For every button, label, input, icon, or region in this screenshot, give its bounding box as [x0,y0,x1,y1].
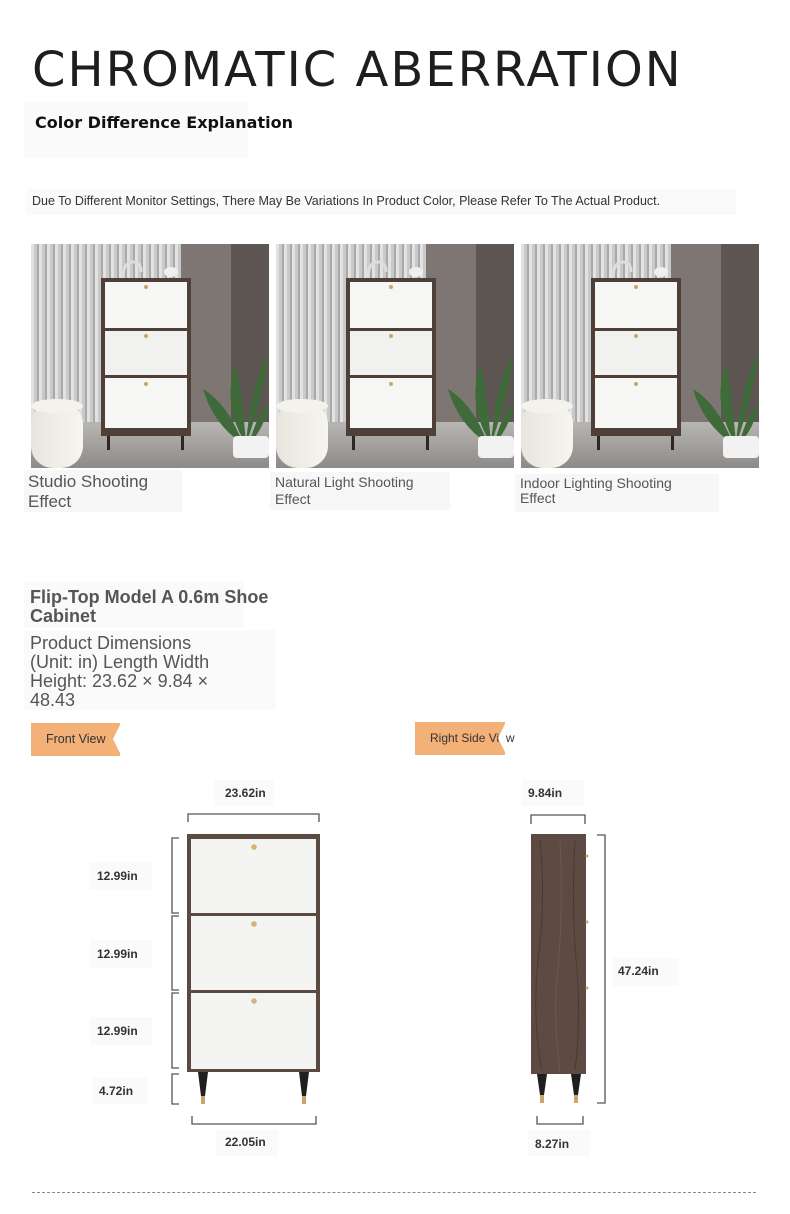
front-panel2-height-label: 12.99in [97,947,138,961]
front-panel3-height-label: 12.99in [97,1024,138,1038]
product-dims-line: Height: 23.62 × 9.84 × [30,671,209,691]
caption-line: Studio Shooting [28,472,149,491]
front-cabinet-drawing [172,814,320,1124]
section-divider [32,1192,756,1193]
side-depth-label: 9.84in [528,786,563,800]
side-height-label: 47.24in [618,964,659,978]
front-view-label: Front View [46,732,106,746]
caption-line: Natural Light Shooting [275,474,414,490]
caption-line: Effect [275,491,311,507]
product-dims-line: (Unit: in) Length Width [30,652,210,672]
color-notice: Due To Different Monitor Settings, There May Be Variations In Product Color, Please Refer To The Actual Product. [32,194,661,208]
side-cabinet-drawing [531,815,605,1124]
page-title: CHROMATIC ABERRATION [32,42,683,98]
caption-line: Effect [28,492,72,511]
product-dims-line: Product Dimensions [30,633,192,653]
page-subtitle: Color Difference Explanation [35,113,293,132]
caption-line: Effect [520,490,556,506]
caption-line: Indoor Lighting Shooting [520,475,672,491]
product-dims-line: 48.43 [30,690,76,710]
front-top-width-label: 23.62in [225,786,266,800]
side-view-label: Right Side View [430,731,515,745]
product-name-line: Cabinet [30,606,97,626]
front-bottom-width-label: 22.05in [225,1135,266,1149]
product-name-line: Flip-Top Model A 0.6m Shoe [30,587,269,607]
front-legs-height-label: 4.72in [99,1084,134,1098]
front-panel1-height-label: 12.99in [97,869,138,883]
side-bottom-depth-label: 8.27in [535,1137,570,1151]
